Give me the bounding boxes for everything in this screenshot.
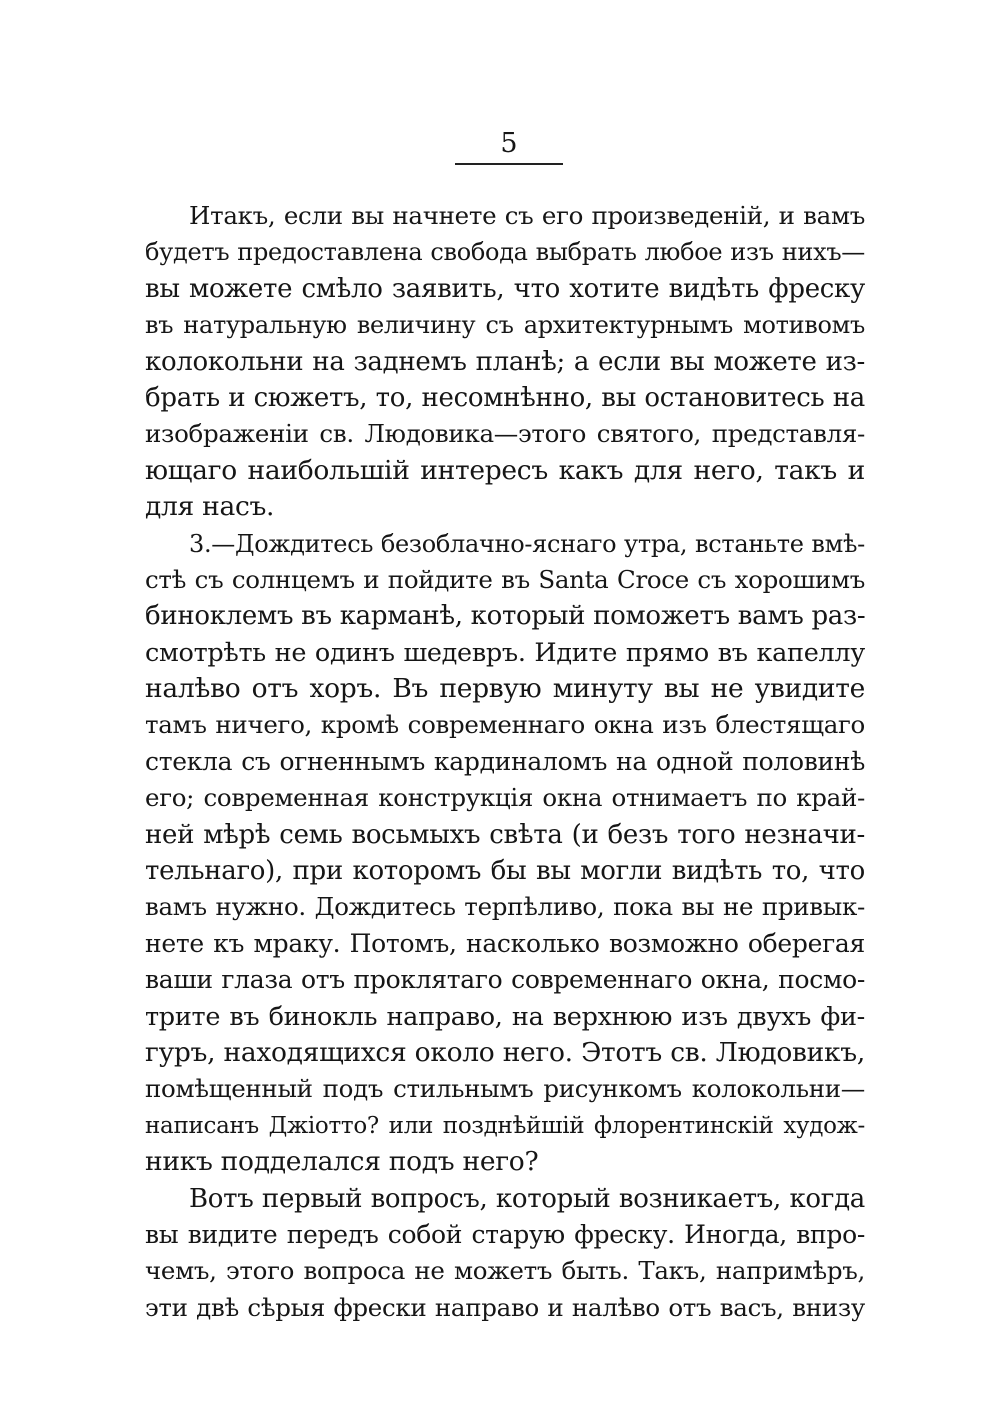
text-line: колокольни на заднемъ планѣ; а если вы можете из- <box>145 346 865 377</box>
text-line: изображеніи св. Людовика—этого святого, представля- <box>145 419 865 449</box>
text-line: брать и сюжетъ, то, несомнѣнно, вы остановитесь на <box>145 382 865 413</box>
text-line: биноклемъ въ карманѣ, который поможетъ вамъ раз- <box>145 601 866 632</box>
text-line: налѣво отъ хоръ. Въ первую минуту вы не увидите <box>145 673 865 705</box>
text-line: Итакъ, если вы начнете съ его произведеній, и вамъ <box>189 201 865 230</box>
text-line: ваши глаза отъ проклятаго современнаго окна, посмо- <box>145 965 865 995</box>
page-number: 5 <box>500 128 518 159</box>
text-line: стекла съ огненнымъ кардиналомъ на одной половинѣ <box>145 746 865 776</box>
text-line: 3.—Дождитесь безоблачно-яснаго утра, встаньте вмѣ- <box>189 529 865 558</box>
body-text <box>145 198 865 1326</box>
text-line: Вотъ первый вопросъ, который возникаетъ, когда <box>189 1183 865 1214</box>
text-line: гуръ, находящихся около него. Этотъ св. Людовикъ, <box>145 1036 865 1068</box>
text-line: нете къ мраку. Потомъ, насколько возможно оберегая <box>145 928 865 958</box>
text-line: вамъ нужно. Дождитесь терпѣливо, пока вы не привык- <box>145 892 865 922</box>
text-line: вы видите передъ собой старую фреску. Иногда, впро- <box>145 1219 865 1249</box>
text-line: эти двѣ сѣрыя фрески направо и налѣво отъ васъ, внизу <box>145 1292 865 1322</box>
text-line: чемъ, этого вопроса не можетъ быть. Такъ, напримѣръ, <box>145 1256 865 1286</box>
text-line: стѣ съ солнцемъ и пойдите въ Santa Croce съ хорошимъ <box>145 564 865 594</box>
page-number-rule <box>455 163 563 165</box>
text-line: въ натуральную величину съ архитектурнымъ мотивомъ <box>145 311 865 340</box>
text-line: будетъ предоставлена свобода выбрать любое изъ нихъ— <box>145 238 865 267</box>
text-line: его; современная конструкція окна отнимаетъ по край- <box>145 783 865 813</box>
text-line: ней мѣрѣ семь восьмыхъ свѣта (и безъ того незначи- <box>145 819 865 850</box>
text-line: трите въ бинокль направо, на верхнюю изъ двухъ фи- <box>145 1001 865 1032</box>
text-line: помѣщенный подъ стильнымъ рисункомъ колокольни— <box>145 1074 865 1104</box>
text-line: для насъ. <box>145 491 275 523</box>
text-line: никъ подделался подъ него? <box>145 1146 539 1178</box>
text-line: смотрѣть не одинъ шедевръ. Идите прямо въ капеллу <box>145 637 865 668</box>
text-line: вы можете смѣло заявить, что хотите видѣть фреску <box>145 273 865 304</box>
text-line: написанъ Джіотто? или позднѣйшій флорентинскій худож- <box>145 1112 865 1139</box>
text-line: ющаго наибольшій интересъ какъ для него, такъ и <box>145 454 865 486</box>
text-line: тамъ ничего, кромѣ современнаго окна изъ блестящаго <box>145 710 865 740</box>
text-line: тельнаго), при которомъ бы вы могли видѣть то, что <box>145 856 865 887</box>
